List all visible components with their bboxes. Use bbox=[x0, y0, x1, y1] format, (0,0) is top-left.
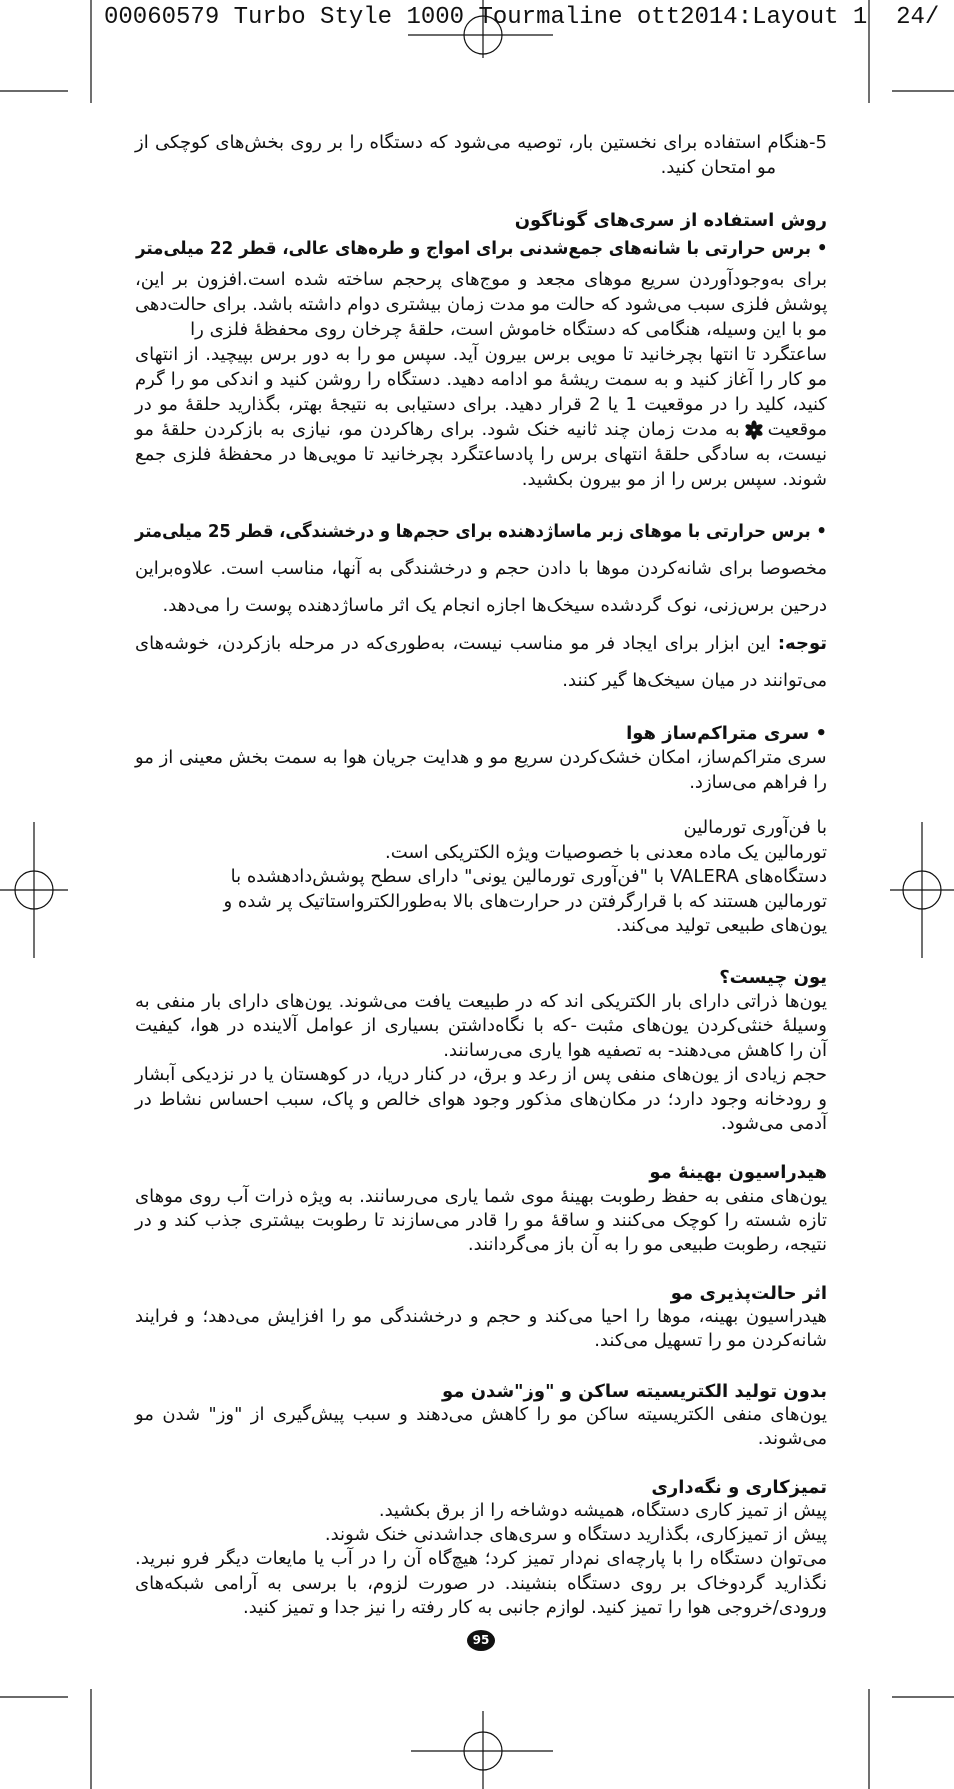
text-line bbox=[135, 130, 827, 155]
hydration-paragraph bbox=[135, 1185, 827, 1257]
volume-brush-title bbox=[135, 519, 827, 544]
line-text: تورمالین هستند که با قرارگرفتن در حرارت‌های بالا به‌طورالکترواستاتیک پر شده و bbox=[223, 890, 827, 912]
concentrator-paragraph bbox=[135, 745, 827, 795]
heading-text: اثر حالت‌پذیری مو bbox=[670, 1283, 827, 1304]
line-text: با فن‌آوری تورمالین bbox=[683, 817, 827, 838]
print-slug-header: 00060579 Turbo Style 1000 Tourmaline ott2014:Layout 1 24/ bbox=[104, 4, 940, 31]
line-text: نیست، به سادگی حلقهٔ انتهای برس را پادساعتگرد بچرخانید تا مویی‌ها در محفظهٔ فلزی جمع bbox=[135, 444, 827, 465]
text-line bbox=[135, 662, 827, 699]
text-line bbox=[135, 990, 827, 1014]
text-line bbox=[135, 841, 827, 866]
snowflake-icon bbox=[744, 420, 764, 440]
text-line bbox=[135, 1185, 827, 1209]
text-line bbox=[135, 1596, 827, 1620]
text-line bbox=[135, 1329, 827, 1353]
text-line bbox=[135, 267, 827, 292]
text-line bbox=[135, 1547, 827, 1571]
antistatic-paragraph bbox=[135, 1403, 827, 1451]
ions-paragraph bbox=[135, 990, 827, 1136]
curl-brush-paragraph bbox=[135, 267, 827, 492]
line-text: هیدراسیون بهینه، موها را احیا می‌کند و حجم و درخشندگی مو را افزایش می‌دهد؛ و فرایند bbox=[135, 1306, 827, 1327]
text-line bbox=[135, 155, 827, 180]
section-heading bbox=[135, 1475, 827, 1500]
text-line bbox=[135, 770, 827, 795]
note-line bbox=[135, 625, 827, 662]
text-line bbox=[135, 1209, 827, 1233]
text-line bbox=[135, 442, 827, 467]
line-text: یون‌های طبیعی تولید می‌کند. bbox=[615, 915, 827, 936]
line-text: آدمی می‌شود. bbox=[720, 1112, 827, 1134]
text-line bbox=[135, 587, 827, 624]
line-text: 5-هنگام استفاده برای نخستین بار، توصیه می‌شود که دستگاه را بر روی بخش‌های کوچکی از bbox=[135, 132, 827, 153]
line-text: یون‌ها ذراتی دارای بار الکتریکی اند که در طبیعت یافت می‌شوند. یون‌های دارای بار منفی به bbox=[135, 991, 827, 1012]
heading-text: یون چیست؟ bbox=[719, 967, 827, 988]
text-line bbox=[135, 467, 827, 492]
bullet-title-line bbox=[135, 721, 827, 746]
cleaning-paragraph bbox=[135, 1499, 827, 1620]
section-heading bbox=[135, 208, 827, 233]
line-text: دستگاه‌های VALERA با "فن‌آوری تورمالین یونی" دارای سطح پوشش‌دادهشده با bbox=[230, 866, 827, 887]
page-number-badge: 95 bbox=[467, 1630, 495, 1651]
line-text: و رودخانه وجود دارد؛ در مکان‌های مذکور وجود هوای خالص و پاک، سبب احساس نشاط در bbox=[135, 1088, 827, 1110]
line-text: درحین برس‌زنی، نوک گردشده سیخک‌ها اجازه انجام یک اثر ماساژدهنده پوست را می‌دهد. bbox=[162, 595, 827, 617]
text-line bbox=[135, 367, 827, 392]
line-text: نتیجه، رطوبت طبیعی مو را به آن باز می‌گردانند. bbox=[467, 1234, 827, 1255]
line-text: کنید، کلید را در موقعیت 1 یا 2 قرار دهید. برای دستیابی به نتیجهٔ بهتر، بگذارید حلقهٔ مو در bbox=[135, 394, 828, 415]
text-line bbox=[135, 392, 827, 417]
line-text: را فراهم می‌سازد. bbox=[689, 772, 827, 793]
line-text: ورودی/خروجی هوا را تمیز کنید. لوازم جانبی به کار رفته را نیز جدا و تمیز کنید. bbox=[243, 1596, 827, 1618]
bullet-title-text: • سری متراکم‌ساز هوا bbox=[626, 723, 827, 744]
curl-brush-title bbox=[135, 236, 827, 261]
intro-step bbox=[135, 130, 827, 180]
text-line bbox=[135, 1233, 827, 1257]
text-line bbox=[135, 550, 827, 587]
note-label: توجه: bbox=[777, 632, 827, 654]
line-text: شوند. سپس برس را از مو بیرون بکشید. bbox=[521, 469, 827, 490]
heading-line bbox=[135, 1475, 827, 1500]
section-heading bbox=[135, 1160, 827, 1185]
line-text: نگذارید گردوخاک بر روی دستگاه بنشیند. در صورت لزوم، با برسی به آرامی شبکه‌های bbox=[135, 1572, 827, 1594]
line-text: مو امتحان کنید. bbox=[660, 157, 776, 178]
text-line bbox=[135, 1427, 827, 1451]
text-line bbox=[135, 625, 827, 662]
line-text: یون‌های منفی به حفظ رطوبت بهینهٔ موی شما یاری می‌رسانند. به ویژه ذرات آب روی موهای bbox=[135, 1186, 827, 1207]
text-line bbox=[135, 745, 827, 770]
text-line bbox=[135, 1572, 827, 1596]
text-line bbox=[135, 1014, 827, 1038]
text-line bbox=[135, 317, 827, 342]
text-line bbox=[135, 1499, 827, 1523]
text-line bbox=[135, 1063, 827, 1087]
heading-line bbox=[135, 1379, 827, 1404]
line-text: ساعتگرد تا انتها بچرخانید تا مویی برس بیرون آید. سپس مو را به دور برس بپیچید. از انتهای bbox=[135, 344, 827, 365]
text-line bbox=[135, 417, 827, 442]
concentrator-title bbox=[135, 721, 827, 746]
text-line bbox=[135, 1523, 827, 1547]
line-text: پوشش فلزی سبب می‌شود که حالت مو مدت زمان بیشتری دوام داشته باشد. برای حالت‌دهی bbox=[134, 294, 827, 315]
text-line bbox=[135, 1039, 827, 1063]
line-text: حجم زیادی از یون‌های منفی پس از رعد و برق، در کنار دریا، در کوهستان یا در نزدیکی آبشار bbox=[135, 1064, 827, 1086]
line-text: می‌شوند. bbox=[757, 1428, 827, 1449]
line-text: مو با این وسیله، هنگامی که دستگاه خاموش است، حلقهٔ چرخان روی محفظهٔ فلزی را bbox=[190, 319, 827, 340]
tourmaline-paragraph bbox=[135, 816, 827, 939]
line-text: مخصوصا برای شانه‌کردن موها با دادن حجم و درخشندگی به آنها، مناسب است. علاوه‌براین bbox=[135, 558, 827, 579]
section-heading bbox=[135, 965, 827, 990]
section-heading bbox=[135, 1379, 827, 1404]
text-line bbox=[135, 865, 827, 890]
heading-text: هیدراسیون بهینهٔ مو bbox=[649, 1162, 827, 1183]
line-text-with-icon bbox=[135, 417, 827, 442]
line-text: سری متراکم‌ساز، امکان خشک‌کردن سریع مو و هدایت جریان هوا به سمت بخش معینی از مو bbox=[135, 747, 827, 768]
bullet-title-line bbox=[135, 236, 827, 261]
line-text: وسیلهٔ خنثی‌کردن یون‌های مثبت -که با نگاه‌داشتن بسیاری از عوامل آلاینده در هوا، کیفیت bbox=[135, 1015, 827, 1037]
bullet-title-text: • برس حرارتی با شانه‌های جمع‌شدنی برای امواج و طره‌های عالی، قطر 22 میلی‌متر bbox=[135, 238, 828, 259]
bullet-title-line bbox=[135, 519, 827, 544]
text-line bbox=[135, 342, 827, 367]
text-line bbox=[135, 816, 827, 841]
line-text: تورمالین یک ماده معدنی با خصوصیات ویژه الکتریکی است. bbox=[385, 841, 827, 863]
line-text: برای به‌وجودآوردن سریع موهای مجعد و موج‌های پرحجم ساخته شده است.افزون بر این، bbox=[135, 269, 827, 290]
heading-line bbox=[135, 965, 827, 990]
heading-line bbox=[135, 208, 827, 233]
volume-brush-paragraph bbox=[135, 550, 827, 699]
line-text: آن را کاهش می‌دهند- به تصفیه هوا یاری می‌رسانند. bbox=[443, 1039, 827, 1061]
text-line bbox=[135, 890, 827, 915]
line-text: پیش از تمیز کاری دستگاه، همیشه دوشاخه را از برق بکشید. bbox=[378, 1500, 827, 1521]
styling-paragraph bbox=[135, 1305, 827, 1353]
text-line bbox=[135, 1403, 827, 1427]
text-line bbox=[135, 1112, 827, 1136]
line-text: شانه‌کردن مو را تسهیل می‌کند. bbox=[594, 1330, 827, 1351]
line-text: تازه شسته را کوچک می‌کنند و ساقهٔ مو را قادر می‌سازند تا رطوبت بیشتری جذب کند و در bbox=[135, 1210, 827, 1231]
line-text-before-icon: موقعیت bbox=[767, 419, 827, 440]
line-text: مو کار را آغاز کنید و به سمت ریشهٔ مو ادامه دهید. دستگاه را روشن کنید و اندکی مو را گرم bbox=[135, 369, 827, 390]
text-line bbox=[135, 914, 827, 939]
text-line bbox=[135, 1305, 827, 1329]
heading-text: تمیزکاری و نگه‌داری bbox=[651, 1477, 827, 1498]
heading-line bbox=[135, 1160, 827, 1185]
text-line bbox=[135, 292, 827, 317]
bullet-title-text: • برس حرارتی با موهای زبر ماساژدهنده برای حجم‌ها و درخشندگی، قطر 25 میلی‌متر bbox=[135, 521, 827, 542]
heading-text: روش استفاده از سری‌های گوناگون bbox=[514, 210, 827, 231]
section-heading bbox=[135, 1281, 827, 1306]
heading-line bbox=[135, 1281, 827, 1306]
line-text: یون‌های منفی الکتریسیته ساکن مو را کاهش می‌دهند و سبب پیش‌گیری از "وز" شدن مو bbox=[135, 1404, 827, 1425]
line-text: می‌توانند در میان سیخک‌ها گیر کنند. bbox=[562, 669, 827, 691]
heading-text: بدون تولید الکتریسیته ساکن و "وز"شدن مو bbox=[442, 1381, 827, 1402]
note-text: این ابزار برای ایجاد فر مو مناسب نیست، به‌طوری‌که در مرحله بازکردن، خوشه‌های bbox=[135, 632, 778, 654]
line-text: پیش از تمیزکاری، بگذارید دستگاه و سری‌های جداشدنی خنک شوند. bbox=[324, 1524, 827, 1546]
text-line bbox=[135, 1088, 827, 1112]
line-text: می‌توان دستگاه را با پارچه‌ای نم‌دار تمیز کرد؛ هیچ‌گاه آن را در آب یا مایعات دیگر فرو نبرید. bbox=[135, 1548, 827, 1570]
line-text-after-icon: به مدت زمان چند ثانیه خنک شود. برای رهاکردن مو، نیازی به بازکردن حلقهٔ مو bbox=[135, 419, 740, 440]
